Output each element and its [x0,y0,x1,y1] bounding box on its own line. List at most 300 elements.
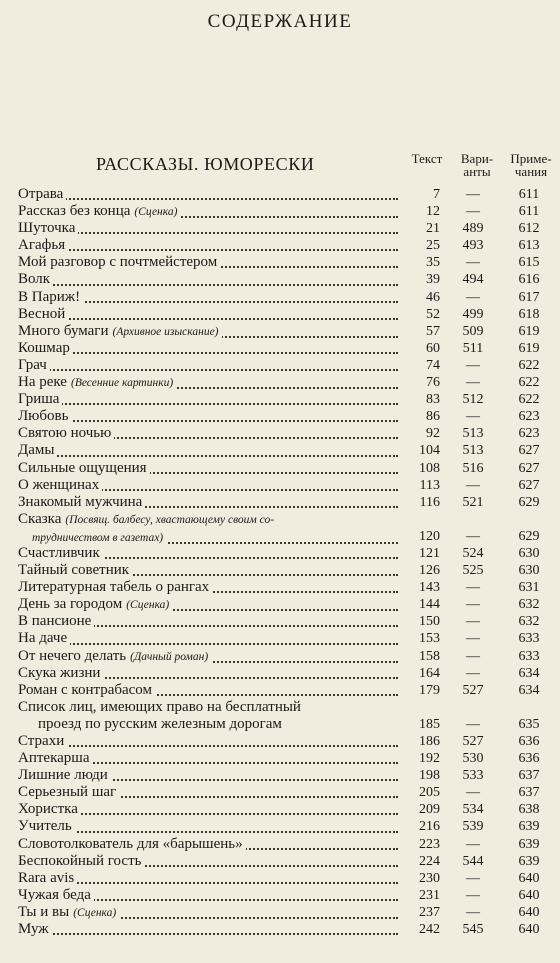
dot-leader [18,420,398,422]
toc-entry [0,306,560,323]
toc-entry [0,870,560,887]
entry-title [18,289,398,306]
page-number-variants: 512 [462,392,484,408]
entry-title [18,750,398,767]
entry-title-text [18,801,81,817]
toc-entry [0,836,560,853]
page-number-variants: — [466,289,480,305]
entry-title [18,237,398,254]
entry-subtitle: (Сценка) [134,206,178,219]
page-number-text: 186 [419,734,440,749]
dot-leader [18,369,398,371]
page-number-variants: — [466,785,480,801]
page-number-text: 179 [419,682,440,698]
entry-title-text [18,237,68,253]
page-number-text: 92 [426,426,440,442]
entry-title [18,887,398,904]
entry-title [18,357,398,374]
page-number-text: 121 [419,545,440,561]
page-number-variants: — [466,255,480,271]
entry-name: Роман с контрабасом [18,681,153,698]
page-number-variants: 493 [462,238,484,254]
entry-title [18,921,398,938]
entry-title [18,220,398,237]
page-number-text: 216 [419,819,440,835]
entry-title [18,494,398,511]
page-number-text: 224 [419,853,440,869]
entry-name: Беспокойный гость [18,852,142,869]
page-number-variants: — [466,528,480,544]
entry-title-text [18,596,172,612]
page-number-text: 108 [419,460,440,476]
page-number-text: 74 [426,357,440,373]
page-number-notes: 636 [518,734,540,749]
toc-entry [0,220,560,237]
toc-entry [0,477,560,494]
entry-title [18,784,398,801]
page-number-notes: 611 [518,204,540,220]
toc-entry [0,562,560,579]
page-number-text: 150 [419,614,440,630]
page-number-variants: — [466,204,480,220]
entry-title [18,545,398,562]
page-number-notes: 632 [518,597,540,613]
entry-title-text [18,853,144,869]
entry-title-text [18,562,132,578]
entry-name: Знакомый мужчина [18,493,143,510]
page-number-text: 231 [419,887,440,903]
page-number-variants: 533 [462,768,484,784]
toc-entry [0,271,560,288]
toc-entry [0,203,560,220]
entry-title-text [18,870,77,886]
entry-title [18,613,398,630]
page-number-variants: 513 [462,443,484,459]
toc-entry [0,904,560,921]
page-number-notes: 634 [518,665,540,681]
page-number-notes: 627 [518,443,540,459]
entry-title-text [18,477,102,493]
page-number-notes: 640 [518,887,540,903]
entry-name: Счастливчик [18,544,100,561]
toc-entry [0,408,560,425]
entry-title-text [18,665,103,681]
toc-entry [0,665,560,682]
page-number-notes: 640 [518,922,540,938]
entry-title-text [18,682,155,698]
page-number-text: 158 [419,648,440,664]
entry-title [18,271,398,288]
entry-name: Страхи [18,733,65,749]
page-number-text: 86 [426,409,440,425]
entry-title-line: Список лиц, имеющих право на бесплатный [18,698,301,715]
page-number-variants: 525 [462,563,484,579]
entry-name: Отрава [18,186,64,202]
entry-title [18,801,398,818]
page-number-text: 25 [426,238,440,254]
page-number-notes: 613 [518,238,540,254]
entry-name: Скука жизни [18,664,101,681]
page-number-notes: 619 [518,323,540,339]
entry-title [18,391,398,408]
entry-title-text [18,271,53,287]
entry-title-text [18,836,246,852]
entry-subtitle: трудничеством в газетах) [32,532,166,544]
entry-title-text [18,904,119,920]
page-number-text: 46 [426,289,440,305]
page-number-notes: 639 [518,836,540,852]
entry-title-line [18,511,398,529]
entry-title-line: проезд по русским железным дорогам [38,715,282,732]
toc-entry [0,511,560,545]
entry-title-text [18,750,93,766]
toc-entry [0,442,560,459]
entry-title-text [18,323,222,339]
entry-name: Любовь [18,408,69,425]
entry-name: На даче [18,630,68,647]
toc-entry [0,357,560,374]
page-number-text: 164 [419,665,440,681]
entry-title [18,818,398,835]
entry-title-text [18,545,103,561]
entry-name: Ты и вы [18,903,70,920]
toc-entry [0,699,560,733]
entry-title [18,254,398,271]
entry-name: Много бумаги [18,322,109,339]
page-number-variants: — [466,580,480,596]
page-number-notes: 640 [518,904,540,920]
entry-title [18,648,398,666]
page-number-variants: — [466,716,480,732]
page-number-text: 113 [419,477,440,493]
page-number-variants: 489 [462,221,484,237]
page-number-notes: 615 [518,255,540,271]
entry-subtitle: (Посвящ. балбесу, хвастающему своим со- [65,513,275,526]
toc-entry [0,733,560,750]
toc-entry [0,853,560,870]
entry-title [18,699,398,733]
toc-entry [0,921,560,938]
page-number-notes: 633 [518,648,540,664]
page-number-variants: — [466,409,480,425]
page-number-notes: 630 [518,563,540,579]
page-number-notes: 627 [518,477,540,493]
page-number-text: 237 [419,904,440,920]
page-number-notes: 622 [518,392,540,408]
entry-name: О женщинах [18,476,100,493]
entry-title [18,186,398,203]
dot-leader [18,643,398,645]
page-number-text: 242 [419,922,440,938]
entry-title-text [18,613,94,629]
page-number-notes: 635 [518,716,540,732]
page-number-text: 205 [419,785,440,801]
entry-subtitle: (Дачный роман) [130,650,209,663]
page-number-variants: — [466,357,480,373]
page-number-variants: 539 [462,819,484,835]
page-number-text: 21 [426,221,440,237]
entry-name: На реке [18,374,67,391]
toc-entry [0,818,560,835]
entry-title [18,682,398,699]
toc-entry [0,254,560,271]
entry-name: Rara avis [18,869,75,886]
page-number-variants: — [466,187,480,202]
toc-entry [0,682,560,699]
entry-title [18,340,398,357]
page-number-variants: — [466,375,480,391]
page-number-notes: 634 [518,682,540,698]
entry-title [18,323,398,341]
page-number-variants: — [466,614,480,630]
entry-title-text [18,767,111,783]
toc-entry [0,784,560,801]
dot-leader [18,284,398,286]
entry-title-text [18,630,70,646]
page-number-notes: 611 [518,187,540,202]
page-number-text: 185 [419,716,440,732]
toc-entry [0,750,560,767]
page-number-variants: 527 [462,734,484,749]
column-header-variants: Вари- анты [460,151,494,179]
entry-name: Учитель [18,818,72,835]
entry-name: Литературная табель о рангах [18,579,210,596]
entry-name: Рассказ без конца [18,203,131,220]
column-header-text: Текст [411,151,443,166]
entry-title-text [18,442,57,458]
page-number-notes: 622 [518,375,540,391]
entry-name: Кошмар [18,339,70,356]
entry-name: День за городом [18,596,123,613]
toc-entry [0,596,560,613]
page-number-notes: 618 [518,306,540,322]
entry-title [18,477,398,494]
page-number-variants: 534 [462,802,484,818]
entry-name: Гриша [18,391,60,408]
entry-subtitle: (Архивное изыскание) [112,325,219,338]
dot-leader [18,352,398,354]
page-number-variants: — [466,631,480,647]
page-number-variants: — [466,870,480,886]
entry-name: Словотолкователь для «барышень» [18,835,243,852]
entry-name: Чужая беда [18,886,91,903]
toc-entry [0,579,560,596]
entry-title-text [18,306,68,322]
entry-title [18,733,398,750]
entry-name: Дамы [18,442,55,459]
page-number-variants: 530 [462,751,484,767]
entry-name: Серьезный шаг [18,784,117,801]
entry-title [18,665,398,682]
page-number-notes: 623 [518,426,540,442]
entry-title-text [18,357,50,373]
page-number-notes: 627 [518,460,540,476]
entry-title [18,870,398,887]
page-number-notes: 639 [518,819,540,835]
page-number-variants: 545 [462,922,484,938]
page-number-text: 12 [426,204,440,220]
page-number-notes: 637 [518,768,540,784]
entry-title [18,630,398,647]
entry-title-text [18,289,83,305]
toc-entry [0,374,560,391]
dot-leader [18,745,398,747]
page-number-text: 83 [426,392,440,408]
table-of-contents [0,186,560,938]
toc-entry [0,289,560,306]
entry-name: Грач [18,356,47,373]
page-number-notes: 616 [518,272,540,288]
dot-leader [18,198,398,200]
toc-entry [0,460,560,477]
toc-entry [0,767,560,784]
entry-name: Волк [18,271,51,288]
page-number-notes: 612 [518,221,540,237]
page-number-notes: 636 [518,751,540,767]
page-number-text: 223 [419,836,440,852]
page-number-text: 192 [419,751,440,767]
entry-title-text [18,391,62,407]
entry-name: Тайный советник [18,562,130,579]
entry-title [18,904,398,922]
page-number-text: 104 [419,443,440,459]
entry-subtitle: (Сценка) [73,906,117,919]
page-number-text: 76 [426,375,440,391]
entry-title-text [18,340,73,356]
entry-name: Мой разговор с почтмейстером [18,254,218,271]
entry-name: Шуточка [18,220,76,237]
page-number-variants: — [466,665,480,681]
page-number-variants: 499 [462,306,484,322]
page-number-notes: 622 [518,357,540,373]
page-number-variants: 513 [462,426,484,442]
entry-title [18,374,398,392]
toc-entry [0,237,560,254]
page-number-variants: 527 [462,682,484,698]
page-number-text: 52 [426,306,440,322]
dot-leader [18,318,398,320]
page-number-text: 60 [426,340,440,356]
page-number-variants: 516 [462,460,484,476]
entry-name: Лишние люди [18,767,108,784]
page-number-notes: 623 [518,409,540,425]
toc-entry [0,887,560,904]
page-number-variants: — [466,904,480,920]
page-number-text: 209 [419,802,440,818]
entry-title-text [18,203,180,219]
entry-title [18,596,398,614]
page-number-notes: 619 [518,340,540,356]
entry-title-text [18,887,94,903]
page-number-text: 35 [426,255,440,271]
entry-name: Святою ночью [18,425,112,442]
toc-entry [0,186,560,203]
dot-leader [18,249,398,251]
entry-title [18,511,398,547]
entry-title [18,836,398,853]
page-number-text: 198 [419,768,440,784]
toc-entry [0,323,560,340]
toc-entry [0,630,560,647]
page-number-text: 126 [419,563,440,579]
page-number-variants: 511 [462,340,484,356]
page-number-notes: 630 [518,545,540,561]
entry-title-text [18,408,71,424]
entry-name: Хористка [18,801,78,818]
page-number-text: 7 [433,187,440,202]
entry-title-text [18,374,176,390]
entry-name: От нечего делать [18,647,127,664]
page-number-notes: 633 [518,631,540,647]
page-number-notes: 631 [518,580,540,596]
entry-name: Агафья [18,237,66,254]
toc-entry [0,545,560,562]
toc-entry [0,391,560,408]
entry-title [18,767,398,784]
toc-entry [0,494,560,511]
dot-leader [18,403,398,405]
page-number-notes: 632 [518,614,540,630]
entry-title-text [18,579,212,595]
page-number-notes: 640 [518,870,540,886]
page-number-text: 39 [426,272,440,288]
entry-name: Весной [18,305,66,322]
page-number-variants: — [466,477,480,493]
page-number-notes: 637 [518,785,540,801]
entry-title-text [18,784,119,800]
entry-title [18,306,398,323]
entry-name: Сказка [18,510,62,527]
page-number-variants: 521 [462,494,484,510]
toc-entry [0,801,560,818]
page-number-notes: 639 [518,853,540,869]
page-number-variants: 509 [462,323,484,339]
entry-title [18,203,398,221]
toc-entry [0,340,560,357]
page-number-variants: — [466,887,480,903]
entry-name: В пансионе [18,613,92,630]
page-number-variants: — [466,648,480,664]
page-number-text: 144 [419,597,440,613]
entry-title-text [18,921,52,937]
toc-entry [0,648,560,665]
page-number-variants: 524 [462,545,484,561]
entry-title [18,442,398,459]
entry-name: Сильные ощущения [18,459,147,476]
entry-title-text [18,220,78,236]
entry-title [18,579,398,596]
page-number-text: 116 [419,494,440,510]
entry-title-text [18,818,75,834]
dot-leader [18,933,398,935]
entry-title-text [18,254,220,270]
entry-title-text [18,733,67,749]
entry-title-text [18,648,211,664]
entry-name: В Париж! [18,288,81,305]
page-number-notes: 617 [518,289,540,305]
entry-name: Муж [18,921,49,938]
entry-title-text [18,494,145,510]
column-header-notes: Приме- чания [510,151,552,179]
page-number-variants: — [466,836,480,852]
page-number-text: 120 [419,528,440,544]
page-number-notes: 629 [518,494,540,510]
entry-title [18,460,398,477]
entry-title-text [18,186,66,202]
dot-leader [18,831,398,833]
entry-subtitle: (Сценка) [126,599,170,612]
entry-title [18,425,398,442]
